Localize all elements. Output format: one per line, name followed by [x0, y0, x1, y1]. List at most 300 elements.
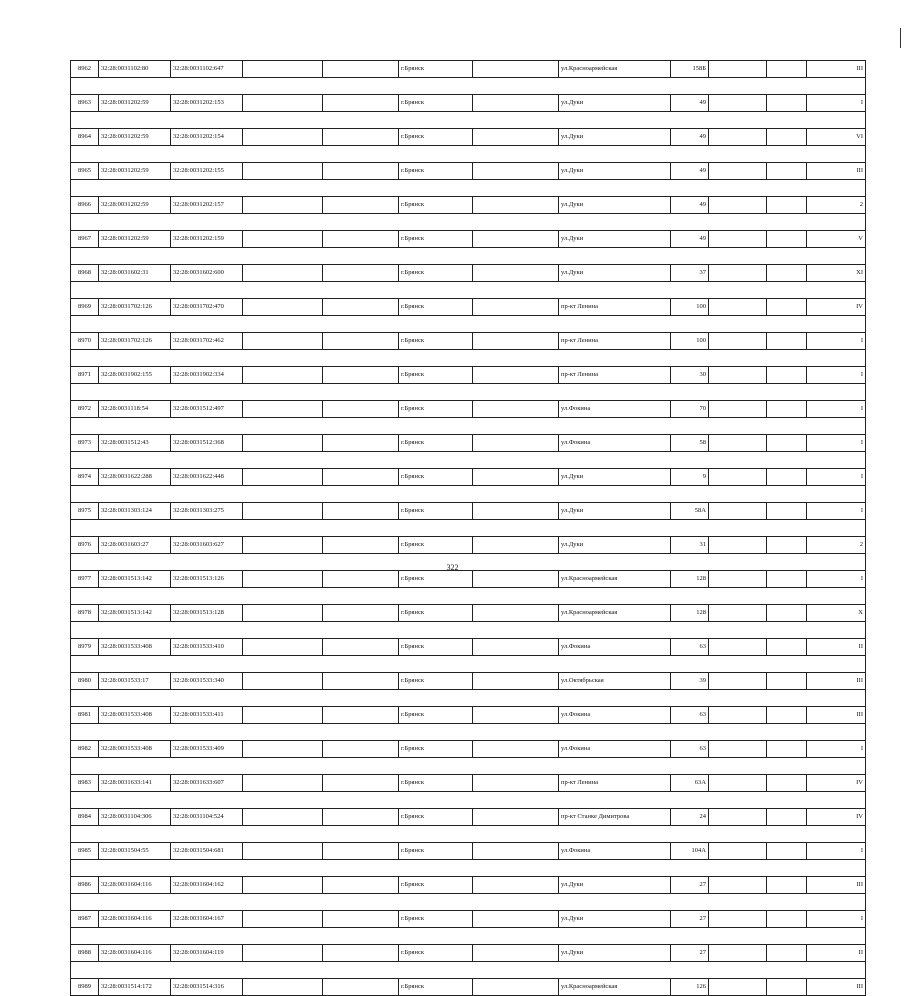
- premises-number-cell: III: [807, 673, 866, 690]
- empty-cell: [323, 639, 399, 656]
- house-number-cell: 70: [671, 401, 709, 418]
- row-number: 8988: [71, 945, 99, 962]
- street-cell: ул.Фокина: [559, 741, 671, 758]
- house-number-cell: 37: [671, 265, 709, 282]
- empty-cell: [243, 945, 323, 962]
- empty-cell: [709, 571, 767, 588]
- premises-number-cell: X: [807, 605, 866, 622]
- city-cell: г.Брянск: [399, 979, 473, 996]
- empty-cell: [709, 707, 767, 724]
- premises-number-cell: I: [807, 843, 866, 860]
- empty-cell: [243, 61, 323, 78]
- row-spacer: [71, 418, 866, 435]
- empty-cell: [709, 299, 767, 316]
- table-row: [71, 775, 866, 792]
- object-cadastral-number: 32:28:0031513:128: [171, 605, 243, 622]
- empty-cell: [473, 367, 559, 384]
- table-row: [71, 401, 866, 418]
- table-row: [71, 877, 866, 894]
- object-cadastral-number: 32:28:0031514:316: [171, 979, 243, 996]
- city-cell: г.Брянск: [399, 163, 473, 180]
- city-cell: г.Брянск: [399, 775, 473, 792]
- row-spacer: [71, 588, 866, 605]
- empty-cell: [243, 639, 323, 656]
- object-cadastral-number: 32:28:0031602:600: [171, 265, 243, 282]
- row-number: 8972: [71, 401, 99, 418]
- city-cell: г.Брянск: [399, 401, 473, 418]
- city-cell: г.Брянск: [399, 435, 473, 452]
- empty-cell: [243, 741, 323, 758]
- city-cell: г.Брянск: [399, 469, 473, 486]
- premises-number-cell: I: [807, 435, 866, 452]
- premises-number-cell: IV: [807, 775, 866, 792]
- row-number: 8964: [71, 129, 99, 146]
- premises-number-cell: V: [807, 231, 866, 248]
- empty-cell: [767, 265, 807, 282]
- empty-cell: [767, 95, 807, 112]
- empty-cell: [243, 605, 323, 622]
- house-number-cell: 27: [671, 911, 709, 928]
- object-cadastral-number: 32:28:0031303:275: [171, 503, 243, 520]
- empty-cell: [243, 367, 323, 384]
- object-cadastral-number: 32:28:0031202:154: [171, 129, 243, 146]
- empty-cell: [243, 979, 323, 996]
- row-number: 8963: [71, 95, 99, 112]
- table-row: [71, 605, 866, 622]
- house-number-cell: 49: [671, 163, 709, 180]
- empty-cell: [323, 503, 399, 520]
- empty-cell: [323, 911, 399, 928]
- table-row: [71, 231, 866, 248]
- cadastral-number: 32:28:0031513:142: [99, 571, 171, 588]
- empty-cell: [323, 367, 399, 384]
- street-cell: ул.Дуки: [559, 911, 671, 928]
- empty-cell: [709, 945, 767, 962]
- city-cell: г.Брянск: [399, 333, 473, 350]
- city-cell: г.Брянск: [399, 299, 473, 316]
- house-number-cell: 27: [671, 945, 709, 962]
- street-cell: ул.Дуки: [559, 877, 671, 894]
- empty-cell: [323, 537, 399, 554]
- empty-cell: [243, 775, 323, 792]
- row-spacer-cell: [71, 316, 866, 333]
- row-spacer: [71, 350, 866, 367]
- row-number: 8979: [71, 639, 99, 656]
- street-cell: пр-кт Ленина: [559, 775, 671, 792]
- row-spacer: [71, 282, 866, 299]
- street-cell: ул.Дуки: [559, 537, 671, 554]
- street-cell: ул.Дуки: [559, 469, 671, 486]
- empty-cell: [323, 333, 399, 350]
- empty-cell: [243, 401, 323, 418]
- object-cadastral-number: 32:28:0031513:126: [171, 571, 243, 588]
- empty-cell: [243, 265, 323, 282]
- cadastral-number: 32:28:0031102:80: [99, 61, 171, 78]
- empty-cell: [323, 197, 399, 214]
- table-row: [71, 673, 866, 690]
- empty-cell: [709, 163, 767, 180]
- house-number-cell: 63: [671, 707, 709, 724]
- row-spacer: [71, 792, 866, 809]
- table-row: [71, 265, 866, 282]
- street-cell: пр-кт Ленина: [559, 333, 671, 350]
- row-spacer-cell: [71, 350, 866, 367]
- empty-cell: [709, 639, 767, 656]
- house-number-cell: 63А: [671, 775, 709, 792]
- empty-cell: [767, 673, 807, 690]
- empty-cell: [473, 571, 559, 588]
- house-number-cell: 9: [671, 469, 709, 486]
- row-number: 8981: [71, 707, 99, 724]
- empty-cell: [243, 911, 323, 928]
- object-cadastral-number: 32:28:0031504:681: [171, 843, 243, 860]
- row-spacer-cell: [71, 452, 866, 469]
- empty-cell: [709, 197, 767, 214]
- row-spacer: [71, 146, 866, 163]
- cadastral-number: 32:28:0031202:59: [99, 197, 171, 214]
- table-row: [71, 129, 866, 146]
- row-spacer: [71, 486, 866, 503]
- empty-cell: [243, 129, 323, 146]
- cadastral-number: 32:28:0031702:126: [99, 299, 171, 316]
- row-spacer: [71, 622, 866, 639]
- empty-cell: [709, 469, 767, 486]
- city-cell: г.Брянск: [399, 95, 473, 112]
- premises-number-cell: 2: [807, 537, 866, 554]
- row-spacer-cell: [71, 384, 866, 401]
- row-spacer: [71, 928, 866, 945]
- house-number-cell: 63: [671, 639, 709, 656]
- object-cadastral-number: 32:28:0031202:159: [171, 231, 243, 248]
- empty-cell: [767, 469, 807, 486]
- empty-cell: [709, 265, 767, 282]
- cadastral-number: 32:28:0031604:116: [99, 945, 171, 962]
- empty-cell: [767, 537, 807, 554]
- empty-cell: [473, 197, 559, 214]
- empty-cell: [709, 503, 767, 520]
- row-spacer-cell: [71, 792, 866, 809]
- street-cell: ул.Дуки: [559, 231, 671, 248]
- house-number-cell: 126: [671, 979, 709, 996]
- table-row: [71, 197, 866, 214]
- cadastral-number: 32:28:0031602:31: [99, 265, 171, 282]
- table-row: [71, 469, 866, 486]
- city-cell: г.Брянск: [399, 129, 473, 146]
- city-cell: г.Брянск: [399, 265, 473, 282]
- row-spacer-cell: [71, 690, 866, 707]
- empty-cell: [709, 741, 767, 758]
- street-cell: ул.Дуки: [559, 129, 671, 146]
- row-spacer-cell: [71, 656, 866, 673]
- object-cadastral-number: 32:28:0031533:411: [171, 707, 243, 724]
- empty-cell: [473, 469, 559, 486]
- empty-cell: [323, 61, 399, 78]
- house-number-cell: 30: [671, 367, 709, 384]
- empty-cell: [323, 979, 399, 996]
- house-number-cell: 49: [671, 197, 709, 214]
- table-row: [71, 741, 866, 758]
- empty-cell: [323, 163, 399, 180]
- row-spacer: [71, 656, 866, 673]
- empty-cell: [243, 95, 323, 112]
- object-cadastral-number: 32:28:0031604:162: [171, 877, 243, 894]
- empty-cell: [323, 435, 399, 452]
- row-spacer: [71, 384, 866, 401]
- city-cell: г.Брянск: [399, 231, 473, 248]
- city-cell: г.Брянск: [399, 877, 473, 894]
- empty-cell: [767, 911, 807, 928]
- object-cadastral-number: 32:28:0031603:627: [171, 537, 243, 554]
- row-spacer-cell: [71, 180, 866, 197]
- empty-cell: [323, 809, 399, 826]
- house-number-cell: 31: [671, 537, 709, 554]
- empty-cell: [767, 129, 807, 146]
- house-number-cell: 49: [671, 95, 709, 112]
- row-spacer: [71, 860, 866, 877]
- empty-cell: [709, 231, 767, 248]
- empty-cell: [473, 945, 559, 962]
- table-row: [71, 163, 866, 180]
- empty-cell: [323, 605, 399, 622]
- table-row: [71, 707, 866, 724]
- table-row: [71, 435, 866, 452]
- row-number: 8986: [71, 877, 99, 894]
- row-spacer-cell: [71, 622, 866, 639]
- city-cell: г.Брянск: [399, 945, 473, 962]
- empty-cell: [767, 299, 807, 316]
- empty-cell: [243, 877, 323, 894]
- empty-cell: [243, 707, 323, 724]
- city-cell: г.Брянск: [399, 707, 473, 724]
- scan-edge-mark: [900, 28, 901, 48]
- premises-number-cell: I: [807, 95, 866, 112]
- empty-cell: [473, 877, 559, 894]
- table-row: [71, 809, 866, 826]
- empty-cell: [473, 843, 559, 860]
- empty-cell: [767, 503, 807, 520]
- empty-cell: [243, 231, 323, 248]
- row-number: 8978: [71, 605, 99, 622]
- city-cell: г.Брянск: [399, 61, 473, 78]
- object-cadastral-number: 32:28:0031533:410: [171, 639, 243, 656]
- empty-cell: [243, 673, 323, 690]
- empty-cell: [767, 809, 807, 826]
- row-number: 8984: [71, 809, 99, 826]
- empty-cell: [473, 95, 559, 112]
- premises-number-cell: I: [807, 333, 866, 350]
- object-cadastral-number: 32:28:0031512:368: [171, 435, 243, 452]
- empty-cell: [243, 571, 323, 588]
- premises-number-cell: II: [807, 639, 866, 656]
- empty-cell: [473, 61, 559, 78]
- empty-cell: [473, 809, 559, 826]
- empty-cell: [323, 401, 399, 418]
- empty-cell: [767, 741, 807, 758]
- object-cadastral-number: 32:28:0031512:497: [171, 401, 243, 418]
- empty-cell: [243, 163, 323, 180]
- row-spacer-cell: [71, 894, 866, 911]
- empty-cell: [323, 775, 399, 792]
- row-spacer-cell: [71, 860, 866, 877]
- cadastral-number: 32:28:0031603:27: [99, 537, 171, 554]
- empty-cell: [473, 503, 559, 520]
- empty-cell: [473, 605, 559, 622]
- row-number: 8969: [71, 299, 99, 316]
- house-number-cell: 58А: [671, 503, 709, 520]
- empty-cell: [323, 673, 399, 690]
- city-cell: г.Брянск: [399, 639, 473, 656]
- premises-number-cell: III: [807, 707, 866, 724]
- object-cadastral-number: 32:28:0031102:647: [171, 61, 243, 78]
- row-spacer-cell: [71, 146, 866, 163]
- cadastral-number: 32:28:0031202:59: [99, 163, 171, 180]
- empty-cell: [473, 163, 559, 180]
- empty-cell: [323, 95, 399, 112]
- premises-number-cell: I: [807, 469, 866, 486]
- row-spacer-cell: [71, 78, 866, 95]
- premises-number-cell: III: [807, 163, 866, 180]
- table-row: [71, 299, 866, 316]
- row-number: 8970: [71, 333, 99, 350]
- row-number: 8976: [71, 537, 99, 554]
- table-row: [71, 571, 866, 588]
- empty-cell: [473, 231, 559, 248]
- empty-cell: [243, 197, 323, 214]
- street-cell: ул.Красноармейская: [559, 571, 671, 588]
- empty-cell: [473, 639, 559, 656]
- empty-cell: [709, 367, 767, 384]
- empty-cell: [473, 333, 559, 350]
- row-number: 8983: [71, 775, 99, 792]
- house-number-cell: 49: [671, 231, 709, 248]
- empty-cell: [473, 707, 559, 724]
- house-number-cell: 49: [671, 129, 709, 146]
- empty-cell: [473, 265, 559, 282]
- street-cell: ул.Дуки: [559, 265, 671, 282]
- object-cadastral-number: 32:28:0031202:157: [171, 197, 243, 214]
- empty-cell: [709, 333, 767, 350]
- object-cadastral-number: 32:28:0031604:119: [171, 945, 243, 962]
- street-cell: ул.Фокина: [559, 435, 671, 452]
- premises-number-cell: 2: [807, 197, 866, 214]
- empty-cell: [709, 673, 767, 690]
- row-spacer-cell: [71, 486, 866, 503]
- street-cell: ул.Фокина: [559, 707, 671, 724]
- cadastral-number: 32:28:0031702:126: [99, 333, 171, 350]
- row-spacer: [71, 962, 866, 979]
- row-number: 8966: [71, 197, 99, 214]
- street-cell: ул.Дуки: [559, 163, 671, 180]
- object-cadastral-number: 32:28:0031533:340: [171, 673, 243, 690]
- city-cell: г.Брянск: [399, 911, 473, 928]
- empty-cell: [767, 571, 807, 588]
- cadastral-number: 32:28:0031902:155: [99, 367, 171, 384]
- row-spacer: [71, 894, 866, 911]
- city-cell: г.Брянск: [399, 571, 473, 588]
- empty-cell: [473, 979, 559, 996]
- row-spacer-cell: [71, 214, 866, 231]
- empty-cell: [767, 163, 807, 180]
- empty-cell: [323, 741, 399, 758]
- empty-cell: [243, 843, 323, 860]
- row-number: 8975: [71, 503, 99, 520]
- empty-cell: [243, 435, 323, 452]
- premises-number-cell: IV: [807, 809, 866, 826]
- table-row: [71, 945, 866, 962]
- city-cell: г.Брянск: [399, 809, 473, 826]
- empty-cell: [767, 775, 807, 792]
- empty-cell: [709, 979, 767, 996]
- row-spacer: [71, 520, 866, 537]
- city-cell: г.Брянск: [399, 673, 473, 690]
- row-spacer: [71, 758, 866, 775]
- street-cell: ул.Фокина: [559, 639, 671, 656]
- empty-cell: [767, 333, 807, 350]
- street-cell: ул.Дуки: [559, 197, 671, 214]
- empty-cell: [473, 775, 559, 792]
- row-spacer-cell: [71, 112, 866, 129]
- row-spacer-cell: [71, 826, 866, 843]
- street-cell: ул.Фокина: [559, 401, 671, 418]
- premises-number-cell: III: [807, 61, 866, 78]
- empty-cell: [709, 911, 767, 928]
- table-row: [71, 61, 866, 78]
- row-spacer-cell: [71, 520, 866, 537]
- table-row: [71, 333, 866, 350]
- house-number-cell: 58: [671, 435, 709, 452]
- empty-cell: [323, 129, 399, 146]
- premises-number-cell: II: [807, 945, 866, 962]
- empty-cell: [243, 469, 323, 486]
- cadastral-number: 32:28:0031513:142: [99, 605, 171, 622]
- empty-cell: [323, 843, 399, 860]
- empty-cell: [767, 231, 807, 248]
- cadastral-number: 32:28:0031202:59: [99, 95, 171, 112]
- premises-number-cell: III: [807, 979, 866, 996]
- empty-cell: [709, 877, 767, 894]
- page-number: 322: [446, 563, 459, 572]
- table-row: [71, 537, 866, 554]
- house-number-cell: 100: [671, 299, 709, 316]
- empty-cell: [323, 469, 399, 486]
- object-cadastral-number: 32:28:0031202:155: [171, 163, 243, 180]
- empty-cell: [767, 367, 807, 384]
- row-number: 8977: [71, 571, 99, 588]
- cadastral-number: 32:28:0031533:408: [99, 741, 171, 758]
- empty-cell: [709, 775, 767, 792]
- row-number: 8982: [71, 741, 99, 758]
- empty-cell: [243, 809, 323, 826]
- empty-cell: [323, 945, 399, 962]
- row-number: 8965: [71, 163, 99, 180]
- object-cadastral-number: 32:28:0031202:153: [171, 95, 243, 112]
- row-spacer: [71, 180, 866, 197]
- row-number: 8967: [71, 231, 99, 248]
- empty-cell: [709, 843, 767, 860]
- empty-cell: [243, 537, 323, 554]
- object-cadastral-number: 32:28:0031104:524: [171, 809, 243, 826]
- table-row: [71, 911, 866, 928]
- empty-cell: [473, 537, 559, 554]
- street-cell: ул.Дуки: [559, 945, 671, 962]
- premises-number-cell: VI: [807, 129, 866, 146]
- empty-cell: [767, 945, 807, 962]
- empty-cell: [767, 979, 807, 996]
- row-number: 8968: [71, 265, 99, 282]
- empty-cell: [767, 61, 807, 78]
- table-row: [71, 367, 866, 384]
- row-spacer-cell: [71, 724, 866, 741]
